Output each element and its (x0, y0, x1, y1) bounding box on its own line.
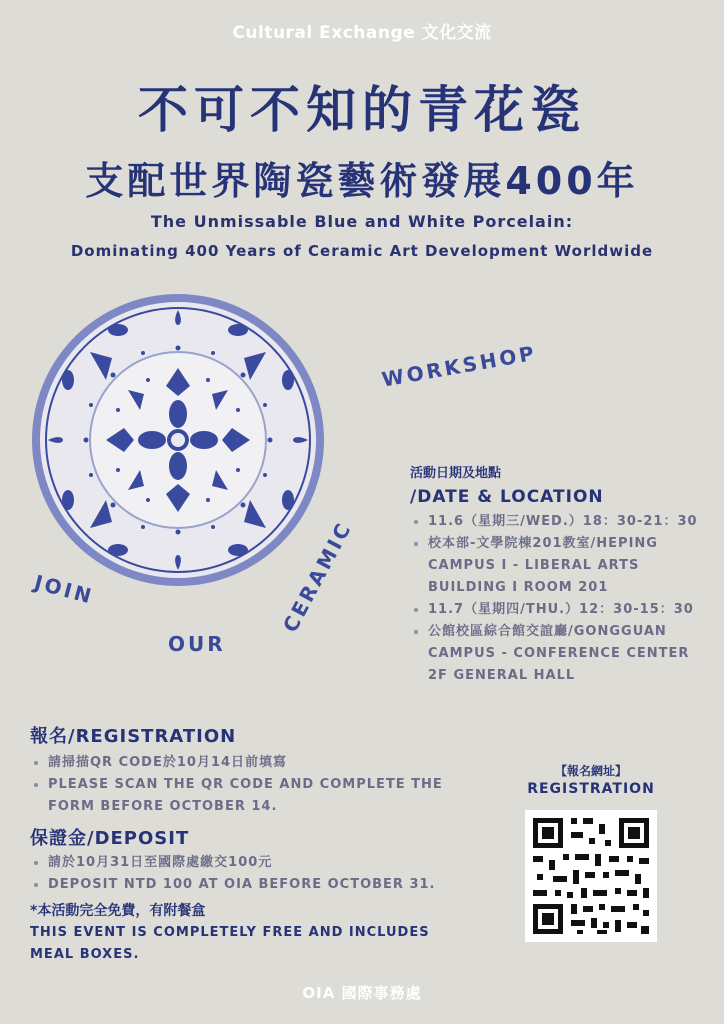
qr-label (520, 762, 662, 797)
free-note-en: THIS EVENT IS COMPLETELY FREE AND INCLUDES MEAL BOXES. (30, 925, 430, 962)
date-location-section (410, 462, 700, 687)
join-word: JOIN (31, 570, 97, 609)
date-location-heading-zh: 活動日期及地點 (410, 466, 502, 481)
qr-code-icon (525, 810, 657, 942)
cultural-exchange-tag: Cultural Exchange 文化交流 (232, 23, 492, 43)
list-item: 請掃描QR CODE於10月14日前填寫 (30, 752, 460, 774)
list-item: 請於10月31日至國際處繳交100元 (30, 852, 460, 874)
list-item: 公館校區綜合館交誼廳/GONGGUAN CAMPUS - CONFERENCE CENTER 2F GENERAL HALL (410, 621, 700, 687)
page-title-zh: 不可不知的青花瓷 (138, 81, 586, 139)
list-item: PLEASE SCAN THE QR CODE AND COMPLETE THE FORM BEFORE OCTOBER 14. (30, 774, 460, 818)
ceramic-word: CERAMIC (278, 517, 357, 637)
list-item: 11.7（星期四/THU.）12：30-15：30 (410, 599, 700, 621)
qr-label-en: REGISTRATION (527, 781, 655, 797)
page-title-en-line2: Dominating 400 Years of Ceramic Art Development Worldwide (70, 242, 654, 260)
list-item: 11.6（星期三/WED.）18：30-21：30 (410, 511, 700, 533)
page-subtitle-zh: 支配世界陶瓷藝術發展400年 (85, 159, 639, 203)
registration-qr-code[interactable] (525, 810, 657, 942)
list-item: 校本部-文學院棟201教室/HEPING CAMPUS I - LIBERAL ARTS BUILDING I ROOM 201 (410, 533, 700, 599)
page-title-en-line1: The Unmissable Blue and White Porcelain: (150, 212, 574, 231)
free-note-zh: *本活動完全免費，有附餐盒 (30, 903, 206, 919)
workshop-word: WORKSHOP (380, 340, 539, 392)
date-location-heading-en: /DATE & LOCATION (410, 487, 604, 507)
footer-oia: OIA 國際事務處 (302, 984, 422, 1002)
porcelain-plate-icon (28, 290, 328, 590)
registration-section (30, 722, 460, 966)
qr-label-zh: 【報名網址】 (554, 764, 627, 778)
deposit-heading: 保證金/DEPOSIT (30, 828, 190, 849)
our-word: OUR (168, 632, 226, 656)
list-item: DEPOSIT NTD 100 AT OIA BEFORE OCTOBER 31. (30, 874, 460, 896)
registration-heading: 報名/REGISTRATION (30, 726, 237, 747)
